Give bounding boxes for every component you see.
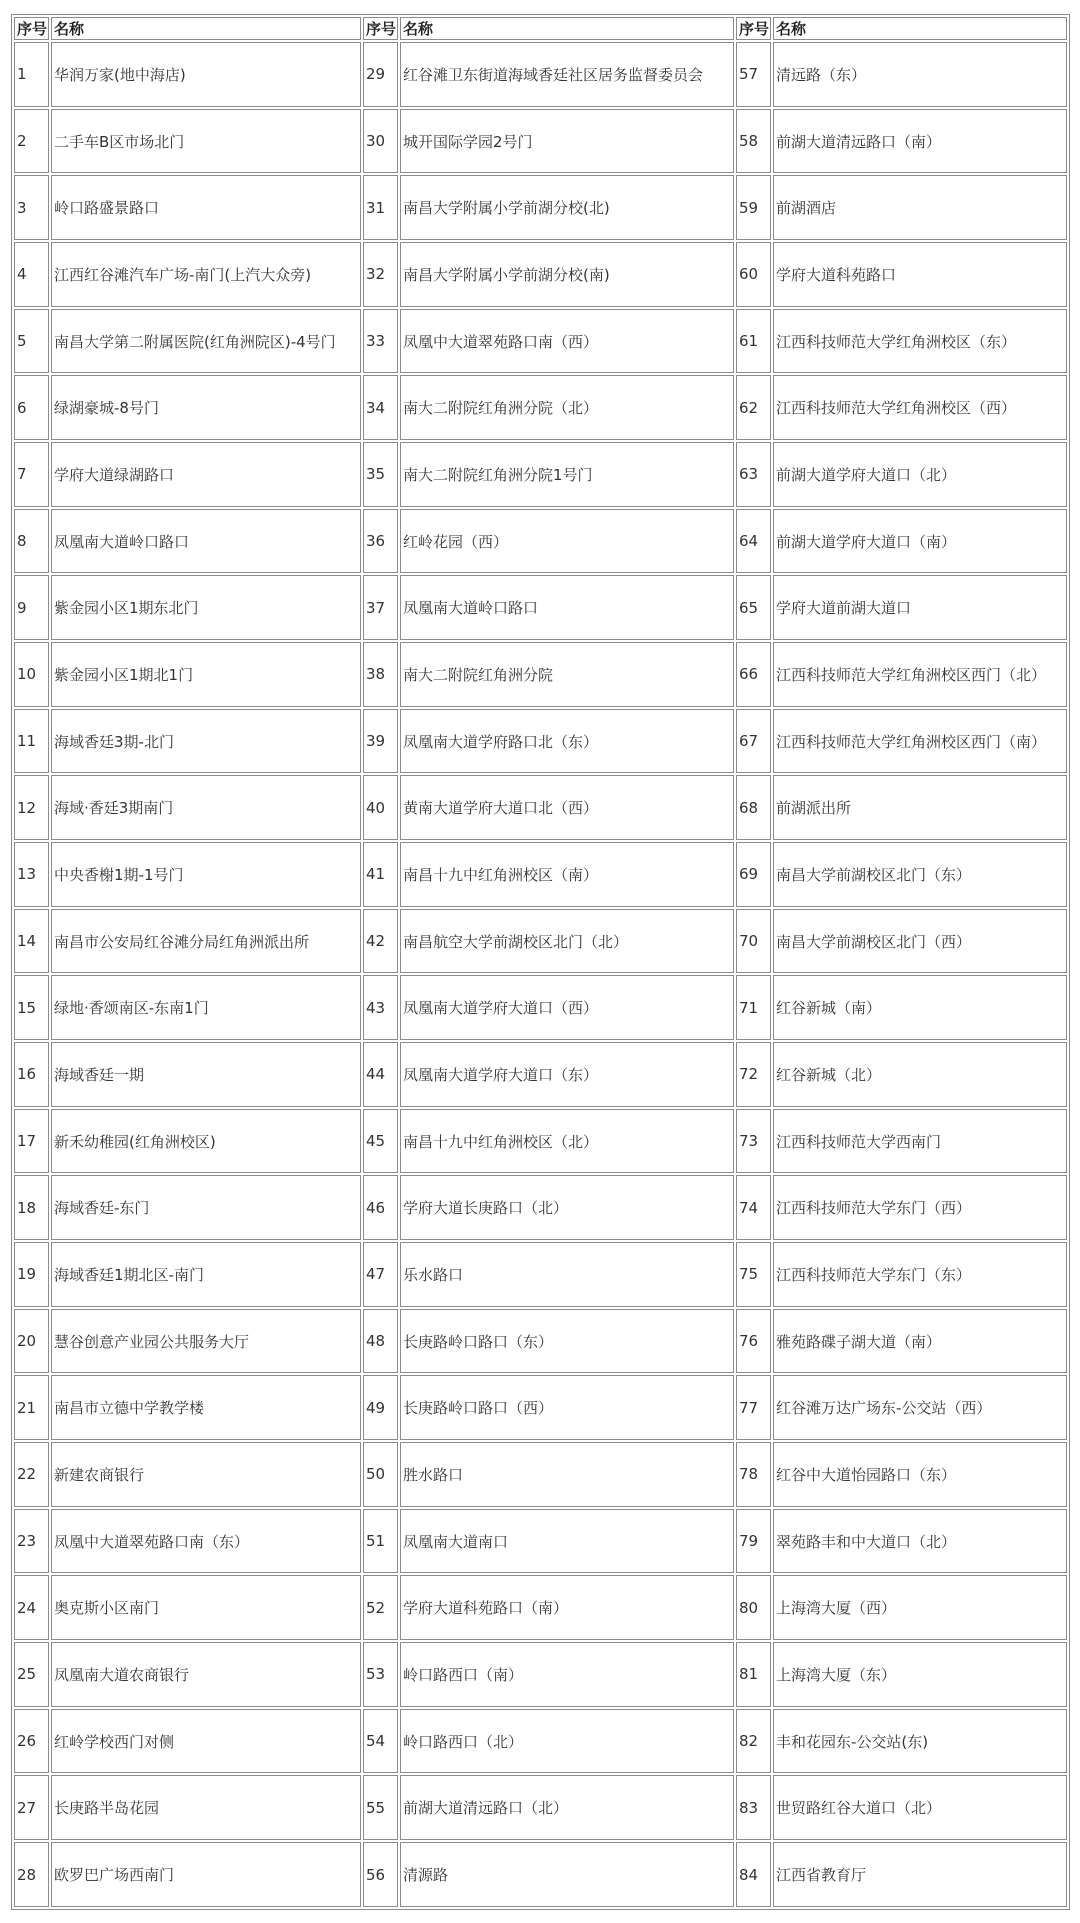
serial-cell: 23	[14, 1509, 49, 1574]
serial-cell: 70	[736, 909, 771, 974]
name-cell: 上海湾大厦（东）	[773, 1642, 1067, 1707]
name-cell: 江西科技师范大学红角洲校区（西）	[773, 375, 1067, 440]
serial-cell: 43	[363, 975, 398, 1040]
name-cell: 岭口路西口（南）	[400, 1642, 734, 1707]
table-row	[14, 1575, 1067, 1640]
table-row	[14, 242, 1067, 307]
name-cell: 前湖大道清远路口（南）	[773, 109, 1067, 174]
name-cell: 南昌十九中红角洲校区（南）	[400, 842, 734, 907]
name-cell: 新建农商银行	[51, 1442, 361, 1507]
name-cell: 江西省教育厅	[773, 1842, 1067, 1907]
name-cell: 长庚路半岛花园	[51, 1775, 361, 1840]
serial-cell: 47	[363, 1242, 398, 1307]
serial-cell: 20	[14, 1309, 49, 1374]
serial-cell: 21	[14, 1375, 49, 1440]
table-row	[14, 175, 1067, 240]
name-cell: 南昌大学附属小学前湖分校(南)	[400, 242, 734, 307]
name-cell: 江西科技师范大学红角洲校区（东）	[773, 309, 1067, 374]
name-cell: 南昌市公安局红谷滩分局红角洲派出所	[51, 909, 361, 974]
header-name: 名称	[400, 17, 734, 40]
name-cell: 前湖大道清远路口（北）	[400, 1775, 734, 1840]
serial-cell: 41	[363, 842, 398, 907]
table-row	[14, 1709, 1067, 1774]
serial-cell: 60	[736, 242, 771, 307]
location-table	[11, 14, 1070, 1910]
name-cell: 海域香廷3期-北门	[51, 709, 361, 774]
name-cell: 江西科技师范大学西南门	[773, 1109, 1067, 1174]
serial-cell: 27	[14, 1775, 49, 1840]
table-row	[14, 575, 1067, 640]
serial-cell: 58	[736, 109, 771, 174]
name-cell: 学府大道长庚路口（北）	[400, 1175, 734, 1240]
table-row	[14, 975, 1067, 1040]
name-cell: 红谷滩卫东街道海域香廷社区居务监督委员会	[400, 42, 734, 107]
serial-cell: 62	[736, 375, 771, 440]
serial-cell: 24	[14, 1575, 49, 1640]
name-cell: 丰和花园东-公交站(东)	[773, 1709, 1067, 1774]
header-serial: 序号	[736, 17, 771, 40]
serial-cell: 9	[14, 575, 49, 640]
serial-cell: 30	[363, 109, 398, 174]
serial-cell: 82	[736, 1709, 771, 1774]
serial-cell: 42	[363, 909, 398, 974]
name-cell: 凤凰中大道翠苑路口南（西）	[400, 309, 734, 374]
serial-cell: 49	[363, 1375, 398, 1440]
table-row	[14, 1242, 1067, 1307]
serial-cell: 26	[14, 1709, 49, 1774]
table-row	[14, 1109, 1067, 1174]
header-name: 名称	[773, 17, 1067, 40]
table-row	[14, 775, 1067, 840]
serial-cell: 68	[736, 775, 771, 840]
table-row	[14, 909, 1067, 974]
table-row	[14, 1842, 1067, 1907]
table-row	[14, 1775, 1067, 1840]
name-cell: 紫金园小区1期东北门	[51, 575, 361, 640]
name-cell: 海域香廷-东门	[51, 1175, 361, 1240]
name-cell: 二手车B区市场北门	[51, 109, 361, 174]
serial-cell: 51	[363, 1509, 398, 1574]
serial-cell: 84	[736, 1842, 771, 1907]
serial-cell: 7	[14, 442, 49, 507]
name-cell: 黄南大道学府大道口北（西）	[400, 775, 734, 840]
serial-cell: 44	[363, 1042, 398, 1107]
serial-cell: 12	[14, 775, 49, 840]
serial-cell: 74	[736, 1175, 771, 1240]
serial-cell: 8	[14, 509, 49, 574]
name-cell: 南大二附院红角洲分院	[400, 642, 734, 707]
name-cell: 学府大道科苑路口	[773, 242, 1067, 307]
serial-cell: 83	[736, 1775, 771, 1840]
table-row	[14, 842, 1067, 907]
name-cell: 雅苑路碟子湖大道（南）	[773, 1309, 1067, 1374]
name-cell: 南昌航空大学前湖校区北门（北）	[400, 909, 734, 974]
name-cell: 红谷中大道怡园路口（东）	[773, 1442, 1067, 1507]
table-row	[14, 1375, 1067, 1440]
table-row	[14, 1642, 1067, 1707]
serial-cell: 6	[14, 375, 49, 440]
name-cell: 红谷新城（北）	[773, 1042, 1067, 1107]
serial-cell: 5	[14, 309, 49, 374]
name-cell: 江西科技师范大学东门（西）	[773, 1175, 1067, 1240]
serial-cell: 40	[363, 775, 398, 840]
table-row	[14, 1175, 1067, 1240]
serial-cell: 19	[14, 1242, 49, 1307]
serial-cell: 33	[363, 309, 398, 374]
serial-cell: 52	[363, 1575, 398, 1640]
serial-cell: 1	[14, 42, 49, 107]
serial-cell: 66	[736, 642, 771, 707]
serial-cell: 71	[736, 975, 771, 1040]
serial-cell: 63	[736, 442, 771, 507]
name-cell: 奥克斯小区南门	[51, 1575, 361, 1640]
serial-cell: 18	[14, 1175, 49, 1240]
table-row	[14, 109, 1067, 174]
serial-cell: 37	[363, 575, 398, 640]
name-cell: 岭口路盛景路口	[51, 175, 361, 240]
name-cell: 海域香廷一期	[51, 1042, 361, 1107]
serial-cell: 72	[736, 1042, 771, 1107]
serial-cell: 59	[736, 175, 771, 240]
table-body	[14, 42, 1067, 1907]
table-row	[14, 509, 1067, 574]
name-cell: 华润万家(地中海店)	[51, 42, 361, 107]
serial-cell: 69	[736, 842, 771, 907]
name-cell: 凤凰南大道岭口路口	[400, 575, 734, 640]
serial-cell: 36	[363, 509, 398, 574]
name-cell: 胜水路口	[400, 1442, 734, 1507]
serial-cell: 11	[14, 709, 49, 774]
name-cell: 绿地·香颂南区-东南1门	[51, 975, 361, 1040]
serial-cell: 10	[14, 642, 49, 707]
table-row	[14, 642, 1067, 707]
serial-cell: 81	[736, 1642, 771, 1707]
name-cell: 江西科技师范大学东门（东）	[773, 1242, 1067, 1307]
name-cell: 南昌大学前湖校区北门（东）	[773, 842, 1067, 907]
serial-cell: 16	[14, 1042, 49, 1107]
serial-cell: 34	[363, 375, 398, 440]
header-name: 名称	[51, 17, 361, 40]
name-cell: 红谷新城（南）	[773, 975, 1067, 1040]
serial-cell: 46	[363, 1175, 398, 1240]
name-cell: 前湖派出所	[773, 775, 1067, 840]
table-row	[14, 1309, 1067, 1374]
name-cell: 紫金园小区1期北1门	[51, 642, 361, 707]
name-cell: 南大二附院红角洲分院（北）	[400, 375, 734, 440]
name-cell: 凤凰南大道学府大道口（西）	[400, 975, 734, 1040]
header-serial: 序号	[14, 17, 49, 40]
table-row	[14, 709, 1067, 774]
serial-cell: 31	[363, 175, 398, 240]
name-cell: 岭口路西口（北）	[400, 1709, 734, 1774]
table-row	[14, 1442, 1067, 1507]
name-cell: 海域·香廷3期南门	[51, 775, 361, 840]
name-cell: 世贸路红谷大道口（北）	[773, 1775, 1067, 1840]
name-cell: 凤凰南大道学府路口北（东）	[400, 709, 734, 774]
name-cell: 南昌大学前湖校区北门（西）	[773, 909, 1067, 974]
serial-cell: 55	[363, 1775, 398, 1840]
name-cell: 凤凰南大道岭口路口	[51, 509, 361, 574]
name-cell: 前湖酒店	[773, 175, 1067, 240]
name-cell: 绿湖豪城-8号门	[51, 375, 361, 440]
header-serial: 序号	[363, 17, 398, 40]
serial-cell: 29	[363, 42, 398, 107]
serial-cell: 64	[736, 509, 771, 574]
name-cell: 长庚路岭口路口（西）	[400, 1375, 734, 1440]
name-cell: 上海湾大厦（西）	[773, 1575, 1067, 1640]
name-cell: 江西红谷滩汽车广场-南门(上汽大众旁)	[51, 242, 361, 307]
serial-cell: 39	[363, 709, 398, 774]
table-row	[14, 42, 1067, 107]
name-cell: 前湖大道学府大道口（北）	[773, 442, 1067, 507]
name-cell: 新禾幼稚园(红角洲校区)	[51, 1109, 361, 1174]
table-row	[14, 309, 1067, 374]
name-cell: 凤凰中大道翠苑路口南（东）	[51, 1509, 361, 1574]
serial-cell: 61	[736, 309, 771, 374]
name-cell: 南昌大学第二附属医院(红角洲院区)-4号门	[51, 309, 361, 374]
serial-cell: 45	[363, 1109, 398, 1174]
name-cell: 南昌大学附属小学前湖分校(北)	[400, 175, 734, 240]
serial-cell: 79	[736, 1509, 771, 1574]
serial-cell: 17	[14, 1109, 49, 1174]
table-row	[14, 375, 1067, 440]
serial-cell: 28	[14, 1842, 49, 1907]
name-cell: 中央香榭1期-1号门	[51, 842, 361, 907]
table-row	[14, 1042, 1067, 1107]
serial-cell: 57	[736, 42, 771, 107]
serial-cell: 14	[14, 909, 49, 974]
serial-cell: 35	[363, 442, 398, 507]
name-cell: 慧谷创意产业园公共服务大厅	[51, 1309, 361, 1374]
name-cell: 城开国际学园2号门	[400, 109, 734, 174]
serial-cell: 73	[736, 1109, 771, 1174]
serial-cell: 13	[14, 842, 49, 907]
serial-cell: 32	[363, 242, 398, 307]
name-cell: 学府大道前湖大道口	[773, 575, 1067, 640]
name-cell: 江西科技师范大学红角洲校区西门（南）	[773, 709, 1067, 774]
serial-cell: 4	[14, 242, 49, 307]
table-row	[14, 1509, 1067, 1574]
serial-cell: 22	[14, 1442, 49, 1507]
name-cell: 江西科技师范大学红角洲校区西门（北）	[773, 642, 1067, 707]
serial-cell: 38	[363, 642, 398, 707]
name-cell: 长庚路岭口路口（东）	[400, 1309, 734, 1374]
table-row	[14, 442, 1067, 507]
name-cell: 清源路	[400, 1842, 734, 1907]
serial-cell: 54	[363, 1709, 398, 1774]
name-cell: 凤凰南大道农商银行	[51, 1642, 361, 1707]
serial-cell: 65	[736, 575, 771, 640]
serial-cell: 75	[736, 1242, 771, 1307]
serial-cell: 67	[736, 709, 771, 774]
serial-cell: 15	[14, 975, 49, 1040]
name-cell: 翠苑路丰和中大道口（北）	[773, 1509, 1067, 1574]
name-cell: 欧罗巴广场西南门	[51, 1842, 361, 1907]
name-cell: 清远路（东）	[773, 42, 1067, 107]
name-cell: 学府大道科苑路口（南）	[400, 1575, 734, 1640]
name-cell: 红岭学校西门对侧	[51, 1709, 361, 1774]
name-cell: 学府大道绿湖路口	[51, 442, 361, 507]
table-header-row	[14, 17, 1067, 40]
serial-cell: 50	[363, 1442, 398, 1507]
name-cell: 南大二附院红角洲分院1号门	[400, 442, 734, 507]
serial-cell: 25	[14, 1642, 49, 1707]
serial-cell: 77	[736, 1375, 771, 1440]
serial-cell: 78	[736, 1442, 771, 1507]
name-cell: 海域香廷1期北区-南门	[51, 1242, 361, 1307]
name-cell: 前湖大道学府大道口（南）	[773, 509, 1067, 574]
serial-cell: 56	[363, 1842, 398, 1907]
serial-cell: 76	[736, 1309, 771, 1374]
name-cell: 红岭花园（西）	[400, 509, 734, 574]
name-cell: 南昌市立德中学教学楼	[51, 1375, 361, 1440]
serial-cell: 53	[363, 1642, 398, 1707]
serial-cell: 48	[363, 1309, 398, 1374]
serial-cell: 80	[736, 1575, 771, 1640]
name-cell: 南昌十九中红角洲校区（北）	[400, 1109, 734, 1174]
serial-cell: 3	[14, 175, 49, 240]
serial-cell: 2	[14, 109, 49, 174]
name-cell: 红谷滩万达广场东-公交站（西）	[773, 1375, 1067, 1440]
name-cell: 凤凰南大道南口	[400, 1509, 734, 1574]
name-cell: 乐水路口	[400, 1242, 734, 1307]
name-cell: 凤凰南大道学府大道口（东）	[400, 1042, 734, 1107]
